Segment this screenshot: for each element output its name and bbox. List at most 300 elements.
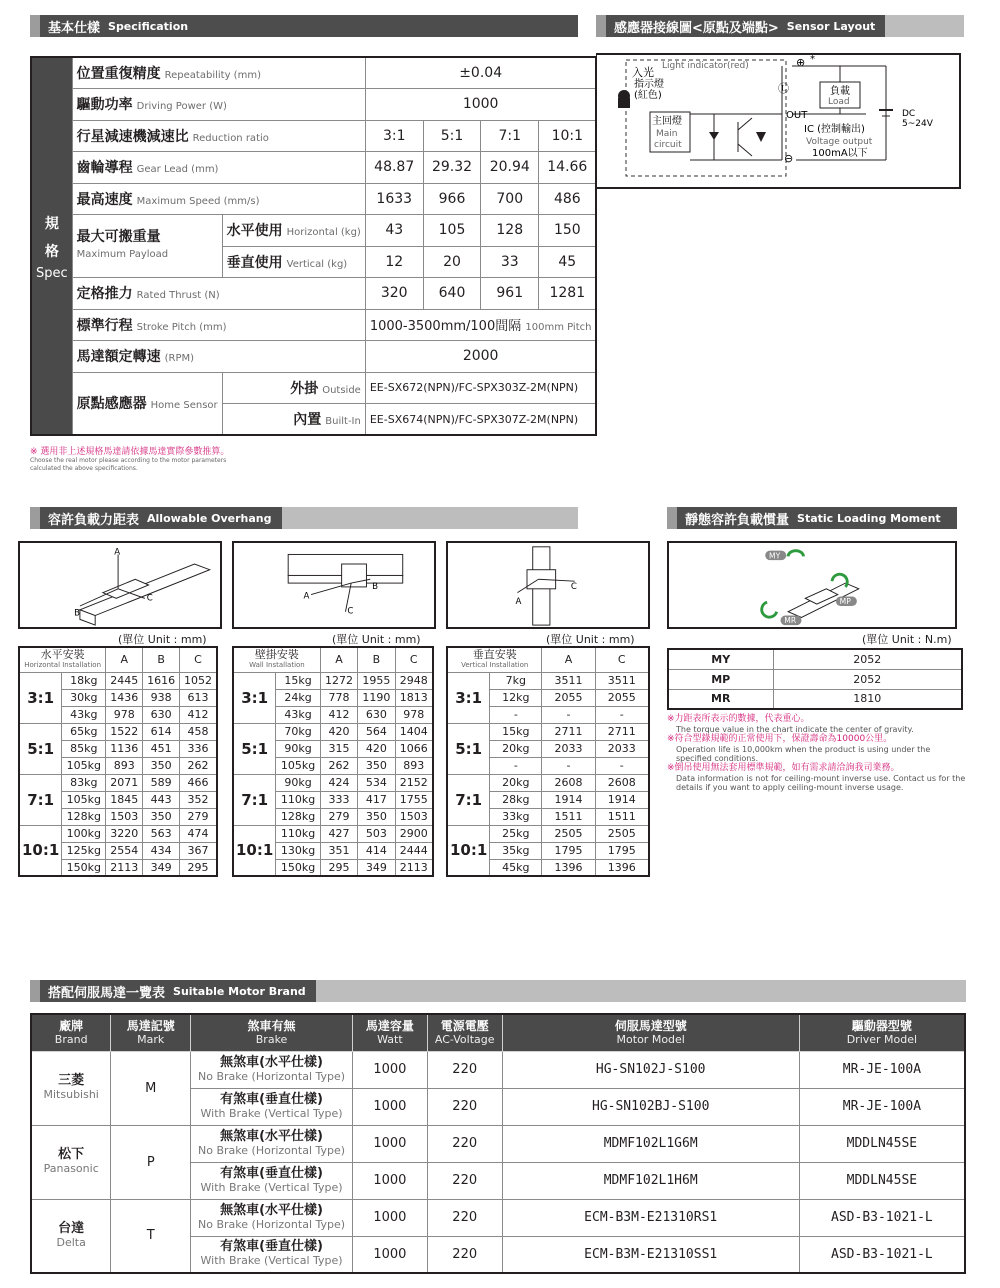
vertical-overhang-table xyxy=(446,646,650,877)
ratio-cell: 5:1 xyxy=(447,723,490,774)
value-cell: 1272 xyxy=(320,672,357,689)
overhang-header: 容許負載力距表 Allowable Overhang xyxy=(30,507,578,529)
minus-terminal: ⊖ xyxy=(784,152,794,165)
brand-en: Delta xyxy=(56,1235,86,1249)
table-row xyxy=(447,672,649,689)
brand-zh: 松下 xyxy=(58,1147,85,1162)
value-cell: - xyxy=(595,706,649,723)
value-cell: 2711 xyxy=(542,723,595,740)
column-header: B xyxy=(143,647,180,672)
voltage-cell: 220 xyxy=(427,1236,502,1273)
voltage-output-label: Voltage output xyxy=(806,137,873,147)
main-circuit-en1: Main xyxy=(656,129,678,139)
my-arrow-icon xyxy=(788,551,803,557)
motor-row xyxy=(31,1051,965,1088)
load-cell: 20kg xyxy=(490,774,542,791)
motor-column-header xyxy=(799,1014,965,1051)
value-cell: 2948 xyxy=(395,672,433,689)
value-cell: 1522 xyxy=(106,723,143,740)
value-cell: 563 xyxy=(143,825,180,842)
load-cell: 110kg xyxy=(276,825,321,842)
note-en: Operation life is 10,000km when the product is using under the specified conditions. xyxy=(676,745,931,763)
speed-value: 700 xyxy=(481,183,539,215)
load-cell: - xyxy=(490,757,542,774)
load-cell: 20kg xyxy=(490,740,542,757)
label-a: A xyxy=(114,547,121,558)
moment-value: 2052 xyxy=(773,649,962,669)
spec-note: ※ 選用非上述規格馬達請依據馬達實際參數推算。 Choose the real motor please according to the motor parameters calculated the above specifications. xyxy=(30,447,230,472)
header-en: AC-Voltage xyxy=(434,1032,495,1046)
header-en: Mark xyxy=(137,1032,165,1046)
value-cell: 3511 xyxy=(595,672,649,689)
value-cell: 333 xyxy=(320,791,357,808)
ratio-cell: 5:1 xyxy=(233,723,276,774)
axis-a-w xyxy=(311,583,351,594)
voltage-cell: 220 xyxy=(427,1088,502,1125)
header-zh: 馬達容量 xyxy=(365,1018,414,1033)
column-header: A xyxy=(542,647,595,672)
rail-top xyxy=(80,564,210,616)
value-cell: 3511 xyxy=(542,672,595,689)
load-cell: 85kg xyxy=(62,740,106,757)
value-cell: 424 xyxy=(320,774,357,791)
wall-diagram xyxy=(232,541,436,629)
motor-column-header xyxy=(31,1014,111,1051)
sensor-builtin-value: EE-SX674(NPN)/FC-SPX307Z-2M(NPN) xyxy=(365,404,596,436)
value-cell: 262 xyxy=(180,757,217,774)
motor-model-cell: HG-SN102BJ-S100 xyxy=(502,1088,799,1125)
motor-model-cell: ECM-B3M-E21310SS1 xyxy=(502,1236,799,1273)
install-zh: 壁掛安裝 xyxy=(254,647,299,661)
unit-moment: (單位 Unit : N.m) xyxy=(862,633,952,646)
label-c-w: C xyxy=(347,606,354,617)
ratio-label: 行星減速機減速比 Reduction ratio xyxy=(72,120,365,152)
value-cell: 778 xyxy=(320,689,357,706)
load-cell: 43kg xyxy=(276,706,321,723)
value-cell: 613 xyxy=(180,689,217,706)
table-row xyxy=(19,672,217,689)
value-cell: 420 xyxy=(358,740,395,757)
value-cell: 630 xyxy=(143,706,180,723)
table-row xyxy=(233,774,433,791)
motor-column-header xyxy=(427,1014,502,1051)
load-cell: 30kg xyxy=(62,689,106,706)
diode-icon xyxy=(709,132,719,140)
load-cell: 150kg xyxy=(276,859,321,876)
brand-cell xyxy=(31,1051,111,1125)
sensor-wiring-diagram xyxy=(596,52,964,192)
static-moment-table xyxy=(667,648,963,710)
load-cell: 12kg xyxy=(490,689,542,706)
value-cell: 412 xyxy=(180,706,217,723)
payload-vertical-label: 垂直使用 Vertical (kg) xyxy=(222,246,365,278)
star-mark: * xyxy=(810,54,815,65)
brake-en: No Brake (Horizontal Type) xyxy=(198,1069,346,1083)
value-cell: 474 xyxy=(180,825,217,842)
brake-cell xyxy=(191,1125,353,1162)
value-cell: 2900 xyxy=(395,825,433,842)
brand-en: Mitsubishi xyxy=(43,1088,99,1101)
watt-cell: 1000 xyxy=(353,1162,428,1199)
brake-zh: 有煞車(垂直仕樣) xyxy=(220,1239,323,1255)
out-label: OUT xyxy=(786,110,808,121)
value-cell: 367 xyxy=(180,842,217,859)
mark-cell: P xyxy=(111,1125,191,1199)
motor-model-cell: MDMF102L1G6M xyxy=(502,1125,799,1162)
moment-value: 1810 xyxy=(773,689,962,709)
value-cell: 1503 xyxy=(106,808,143,825)
value-cell: 1052 xyxy=(180,672,217,689)
ratio-value: 7:1 xyxy=(481,120,539,152)
payload-v-value: 12 xyxy=(365,246,423,278)
value-cell: 443 xyxy=(143,791,180,808)
ratio-cell: 3:1 xyxy=(19,672,62,723)
value-cell: 1503 xyxy=(395,808,433,825)
install-en: Horizontal Installation xyxy=(24,660,102,669)
value-cell: 1396 xyxy=(595,859,649,876)
note-zh: ※倒吊使用無法套用標準規範，如有需求請洽詢我司業務。 xyxy=(667,763,900,773)
voltage-cell: 220 xyxy=(427,1125,502,1162)
lead-value: 14.66 xyxy=(539,152,597,184)
table-row xyxy=(447,774,649,791)
brake-en: With Brake (Vertical Type) xyxy=(200,1254,343,1268)
value-cell: 2055 xyxy=(542,689,595,706)
table-row xyxy=(233,825,433,842)
header-en: Brake xyxy=(255,1032,288,1046)
value-cell: 1955 xyxy=(358,672,395,689)
load-cell: 105kg xyxy=(276,757,321,774)
label-a-v: A xyxy=(515,597,522,608)
motor-column-header xyxy=(111,1014,191,1051)
thrust-value: 320 xyxy=(365,278,423,310)
spec-header: 基本仕樣 Specification xyxy=(30,15,578,37)
table-corner-header xyxy=(19,647,106,672)
load-en: Load xyxy=(828,97,850,107)
install-en: Vertical Installation xyxy=(461,660,529,669)
value-cell: 503 xyxy=(358,825,395,842)
load-cell: - xyxy=(490,706,542,723)
brake-zh: 無煞車(水平仕樣) xyxy=(220,1054,323,1070)
table-row xyxy=(447,723,649,740)
ratio-cell: 10:1 xyxy=(19,825,62,876)
voltage-cell: 220 xyxy=(427,1051,502,1088)
lead-label: 齒輪導程 Gear Lead (mm) xyxy=(72,152,365,184)
value-cell: 1845 xyxy=(106,791,143,808)
plus-terminal: ⊕ xyxy=(796,56,806,69)
dc-label: DC xyxy=(902,109,916,119)
brake-zh: 有煞車(垂直仕樣) xyxy=(220,1165,323,1181)
value-cell: 427 xyxy=(320,825,357,842)
brand-cell xyxy=(31,1125,111,1199)
ratio-cell: 3:1 xyxy=(233,672,276,723)
mp-label: MP xyxy=(839,597,851,607)
rpm-value: 2000 xyxy=(365,341,596,373)
ratio-value: 5:1 xyxy=(423,120,481,152)
thrust-value: 1281 xyxy=(539,278,597,310)
brake-cell xyxy=(191,1088,353,1125)
value-cell: 893 xyxy=(395,757,433,774)
home-sensor-label: 原點感應器 Home Sensor xyxy=(72,372,222,435)
value-cell: 420 xyxy=(320,723,357,740)
column-header: C xyxy=(395,647,433,672)
load-cell: 130kg xyxy=(276,842,321,859)
spec-table xyxy=(30,56,597,436)
spec-side-label: 規 格 Spec xyxy=(31,57,72,435)
driver-model-cell: ASD-B3-1021-L xyxy=(799,1199,965,1236)
mr-arrow-icon xyxy=(762,602,777,617)
watt-cell: 1000 xyxy=(353,1236,428,1273)
load-cell: 105kg xyxy=(62,757,106,774)
brake-en: With Brake (Vertical Type) xyxy=(200,1180,343,1194)
value-cell: 534 xyxy=(358,774,395,791)
horizontal-overhang-table xyxy=(18,646,218,877)
table-corner-header xyxy=(233,647,320,672)
value-cell: 279 xyxy=(320,808,357,825)
ratio-cell: 10:1 xyxy=(447,825,490,876)
repeatability-label: 位置重復精度 Repeatability (mm) xyxy=(72,57,365,89)
table-corner-header xyxy=(447,647,542,672)
brake-zh: 無煞車(水平仕樣) xyxy=(220,1128,323,1144)
lead-value: 29.32 xyxy=(423,152,481,184)
load-cell: 125kg xyxy=(62,842,106,859)
load-cell: 15kg xyxy=(490,723,542,740)
thrust-value: 640 xyxy=(423,278,481,310)
unit-horizontal: (單位 Unit : mm) xyxy=(118,633,207,646)
table-row xyxy=(233,672,433,689)
ratio-cell: 3:1 xyxy=(447,672,490,723)
value-cell: 2554 xyxy=(106,842,143,859)
value-cell: 893 xyxy=(106,757,143,774)
value-cell: - xyxy=(542,706,595,723)
repeatability-value: ±0.04 xyxy=(365,57,596,89)
install-zh: 垂直安裝 xyxy=(472,647,517,661)
load-cell: 150kg xyxy=(62,859,106,876)
load-cell: 28kg xyxy=(490,791,542,808)
value-cell: 1813 xyxy=(395,689,433,706)
zener-icon xyxy=(756,132,766,142)
ic-label: IC (控制輸出) xyxy=(804,124,865,135)
motor-column-header xyxy=(191,1014,353,1051)
payload-v-value: 33 xyxy=(481,246,539,278)
payload-label: 最大可搬重量 Maximum Payload xyxy=(72,215,222,278)
value-cell: 1136 xyxy=(106,740,143,757)
transistor-emitter xyxy=(738,144,752,156)
value-cell: 1914 xyxy=(595,791,649,808)
header-en: Brand xyxy=(54,1032,88,1046)
moment-key: MY xyxy=(668,649,773,669)
dc-voltage-label: 5~24V xyxy=(902,119,933,129)
unit-vertical: (單位 Unit : mm) xyxy=(546,633,635,646)
sensor-outside-value: EE-SX672(NPN)/FC-SPX303Z-2M(NPN) xyxy=(365,372,596,404)
main-circuit-zh: 主回燈 xyxy=(652,116,682,127)
value-cell: 295 xyxy=(180,859,217,876)
load-cell: 65kg xyxy=(62,723,106,740)
driver-model-cell: MR-JE-100A xyxy=(799,1088,965,1125)
value-cell: 350 xyxy=(358,808,395,825)
transistor-collector xyxy=(738,118,752,130)
brand-zh: 台達 xyxy=(58,1220,85,1236)
main-circuit-en2: circuit xyxy=(654,140,682,150)
light-indicator-label: Light indicator(red) xyxy=(662,61,749,71)
label-c: C xyxy=(146,593,153,604)
column-header: C xyxy=(180,647,217,672)
value-cell: 350 xyxy=(143,808,180,825)
column-header: A xyxy=(106,647,143,672)
value-cell: - xyxy=(595,757,649,774)
table-row xyxy=(19,723,217,740)
value-cell: 938 xyxy=(143,689,180,706)
note-en: Data information is not for ceiling-mount inverse use. Contact us for the details if you want to apply ceiling-mount inverse usage. xyxy=(676,774,966,792)
ratio-cell: 5:1 xyxy=(19,723,62,774)
value-cell: 1914 xyxy=(542,791,595,808)
speed-value: 1633 xyxy=(365,183,423,215)
lead-value: 20.94 xyxy=(481,152,539,184)
value-cell: 1755 xyxy=(395,791,433,808)
value-cell: 315 xyxy=(320,740,357,757)
motor-column-header xyxy=(502,1014,799,1051)
load-cell: 128kg xyxy=(62,808,106,825)
sensor-header: 感應器接線圖<原點及端點> Sensor Layout xyxy=(596,15,964,37)
note-en: The torque value in the chart indicate the center of gravity. xyxy=(676,725,914,734)
value-cell: 978 xyxy=(106,706,143,723)
load-c-terminal: Ⓛ xyxy=(778,82,789,95)
value-cell: 2113 xyxy=(106,859,143,876)
value-cell: 417 xyxy=(358,791,395,808)
load-cell: 90kg xyxy=(276,740,321,757)
vertical-diagram xyxy=(446,541,650,629)
carriage-wall xyxy=(342,564,367,587)
moment-key: MR xyxy=(668,689,773,709)
value-cell: 451 xyxy=(143,740,180,757)
value-cell: 2608 xyxy=(542,774,595,791)
mark-cell: T xyxy=(111,1199,191,1273)
ratio-cell: 10:1 xyxy=(233,825,276,876)
speed-value: 966 xyxy=(423,183,481,215)
load-cell: 45kg xyxy=(490,859,542,876)
brake-cell xyxy=(191,1236,353,1273)
power-label: 驅動功率 Driving Power (W) xyxy=(72,89,365,121)
column-header: B xyxy=(358,647,395,672)
red-label: (紅色) xyxy=(634,90,662,101)
ratio-cell: 7:1 xyxy=(447,774,490,825)
load-cell: 33kg xyxy=(490,808,542,825)
note-zh: ※力距表所表示的數據，代表重心。 xyxy=(667,714,810,724)
brand-en: Panasonic xyxy=(43,1162,99,1175)
watt-cell: 1000 xyxy=(353,1199,428,1236)
motor-model-cell: MDMF102L1H6M xyxy=(502,1162,799,1199)
load-cell: 7kg xyxy=(490,672,542,689)
motor-header: 搭配伺服馬達一覽表 Suitable Motor Brand xyxy=(30,980,966,1002)
value-cell: 2445 xyxy=(106,672,143,689)
payload-h-value: 128 xyxy=(481,215,539,247)
value-cell: 2505 xyxy=(595,825,649,842)
motor-model-cell: HG-SN102J-S100 xyxy=(502,1051,799,1088)
column-header: A xyxy=(320,647,357,672)
value-cell: 2444 xyxy=(395,842,433,859)
value-cell: 458 xyxy=(180,723,217,740)
load-cell: 35kg xyxy=(490,842,542,859)
value-cell: 295 xyxy=(320,859,357,876)
mark-cell: M xyxy=(111,1051,191,1125)
payload-h-value: 150 xyxy=(539,215,597,247)
watt-cell: 1000 xyxy=(353,1125,428,1162)
value-cell: 1795 xyxy=(542,842,595,859)
install-en: Wall Installation xyxy=(249,660,305,669)
value-cell: 1190 xyxy=(358,689,395,706)
load-cell: 83kg xyxy=(62,774,106,791)
table-row xyxy=(19,774,217,791)
value-cell: 350 xyxy=(143,757,180,774)
header-zh: 伺服馬達型號 xyxy=(614,1018,687,1033)
brake-en: No Brake (Horizontal Type) xyxy=(198,1217,346,1231)
brake-cell xyxy=(191,1162,353,1199)
load-cell: 24kg xyxy=(276,689,321,706)
ratio-value: 10:1 xyxy=(539,120,597,152)
stroke-value: 1000-3500mm/100間隔 100mm Pitch xyxy=(365,309,596,341)
watt-cell: 1000 xyxy=(353,1051,428,1088)
speed-label: 最高速度 Maximum Speed (mm/s) xyxy=(72,183,365,215)
value-cell: 589 xyxy=(143,774,180,791)
value-cell: 1795 xyxy=(595,842,649,859)
stroke-label: 標準行程 Stroke Pitch (mm) xyxy=(72,309,365,341)
driver-model-cell: ASD-B3-1021-L xyxy=(799,1236,965,1273)
value-cell: 2113 xyxy=(395,859,433,876)
brake-en: No Brake (Horizontal Type) xyxy=(198,1143,346,1157)
sensor-builtin-label: 內置 Built-In xyxy=(222,404,365,436)
value-cell: 349 xyxy=(143,859,180,876)
ratio-cell: 7:1 xyxy=(19,774,62,825)
value-cell: 1396 xyxy=(542,859,595,876)
brake-zh: 有煞車(垂直仕樣) xyxy=(220,1091,323,1107)
install-zh: 水平安裝 xyxy=(40,647,85,661)
load-cell: 110kg xyxy=(276,791,321,808)
current-limit-label: 100mA以下 xyxy=(812,148,868,159)
value-cell: 1511 xyxy=(542,808,595,825)
load-cell: 25kg xyxy=(490,825,542,842)
label-b-w: B xyxy=(372,581,379,592)
table-row xyxy=(447,825,649,842)
value-cell: 351 xyxy=(320,842,357,859)
load-zh: 負載 xyxy=(830,86,850,97)
value-cell: 614 xyxy=(143,723,180,740)
unit-wall: (單位 Unit : mm) xyxy=(332,633,421,646)
thrust-label: 定格推力 Rated Thrust (N) xyxy=(72,278,365,310)
value-cell: 349 xyxy=(358,859,395,876)
label-a-w: A xyxy=(303,591,310,602)
payload-h-value: 43 xyxy=(365,215,423,247)
value-cell: 2152 xyxy=(395,774,433,791)
thrust-value: 961 xyxy=(481,278,539,310)
brand-zh: 三菱 xyxy=(58,1073,85,1088)
voltage-cell: 220 xyxy=(427,1162,502,1199)
moment-diagram xyxy=(667,541,957,629)
motor-column-header xyxy=(353,1014,428,1051)
watt-cell: 1000 xyxy=(353,1088,428,1125)
value-cell: 2033 xyxy=(542,740,595,757)
value-cell: 2505 xyxy=(542,825,595,842)
value-cell: 564 xyxy=(358,723,395,740)
load-cell: 128kg xyxy=(276,808,321,825)
led-base xyxy=(618,98,630,108)
load-cell: 43kg xyxy=(62,706,106,723)
header-en: Watt xyxy=(377,1032,403,1046)
value-cell: 2608 xyxy=(595,774,649,791)
value-cell: 412 xyxy=(320,706,357,723)
brand-cell xyxy=(31,1199,111,1273)
header-en: Motor Model xyxy=(616,1032,685,1046)
motor-table xyxy=(30,1013,966,1274)
motor-row xyxy=(31,1199,965,1236)
